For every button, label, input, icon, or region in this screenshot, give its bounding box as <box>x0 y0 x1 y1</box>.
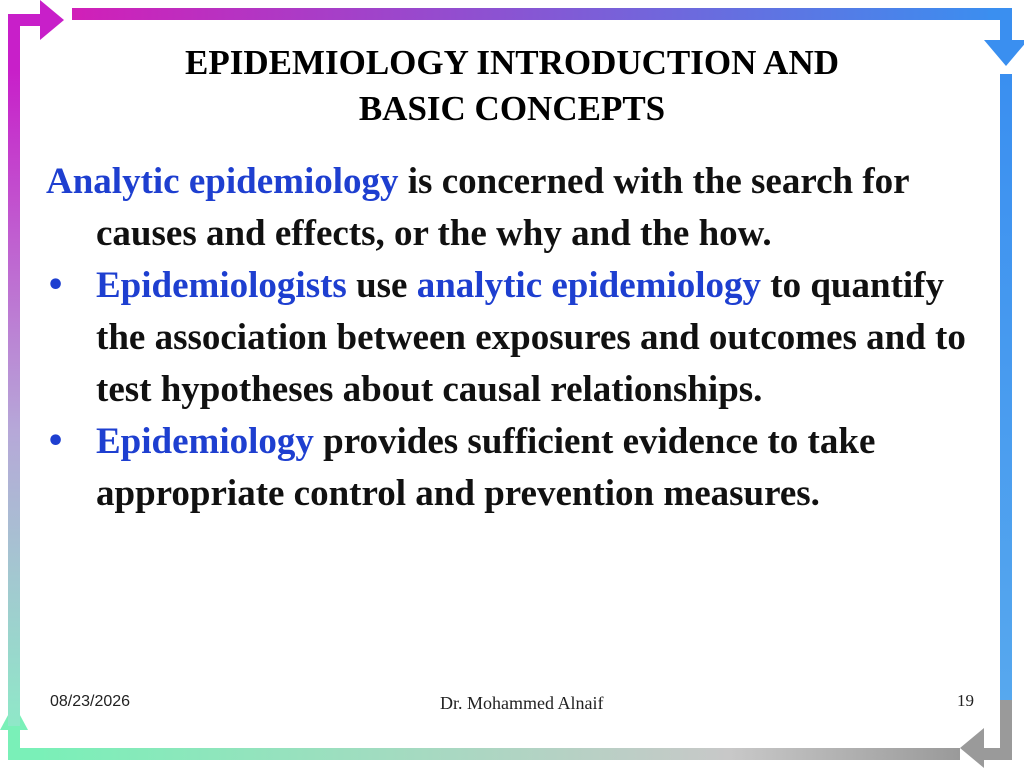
arrow-bottom-left-icon <box>0 704 44 760</box>
intro-highlight: Analytic epidemiology <box>46 161 399 202</box>
footer-author: Dr. Mohammed Alnaif <box>440 693 604 713</box>
bullet-1-text-2: to quantify the association between exposures and outcomes and to test hypotheses about causal relationships. <box>96 265 966 410</box>
bullet-2-highlight-1: Epidemiology <box>96 421 314 462</box>
slide-title <box>100 40 924 132</box>
bullet-item-2 <box>46 416 976 520</box>
arrow-top-left-icon <box>8 0 64 74</box>
footer-date: 08/23/2026 <box>50 693 131 710</box>
title-line-1: EPIDEMIOLOGY INTRODUCTION AND <box>184 43 840 82</box>
bullet-1-highlight-1: Epidemiologists <box>96 265 347 306</box>
arrow-top-right-icon <box>984 8 1024 66</box>
bullet-item-1 <box>46 260 976 416</box>
bullet-1-highlight-2: analytic epidemiology <box>416 265 762 306</box>
bullet-marker: • <box>46 424 66 459</box>
frame-right-bar <box>1000 74 1012 706</box>
bullet-2-text-1: provides sufficient evidence to take appropriate control and prevention measures. <box>96 421 876 514</box>
frame-top-bar <box>72 8 1000 20</box>
title-line-2: BASIC CONCEPTS <box>358 89 666 128</box>
bullet-marker: • <box>46 268 66 303</box>
slide-body <box>46 156 976 520</box>
frame-left-bar <box>8 70 20 726</box>
intro-paragraph <box>46 156 976 260</box>
page-number: 19 <box>957 691 974 710</box>
frame-bottom-bar <box>36 748 960 760</box>
bullet-1-text-1: use <box>346 265 417 306</box>
intro-text: is concerned with the search for causes and effects, or the why and the how. <box>96 161 909 254</box>
